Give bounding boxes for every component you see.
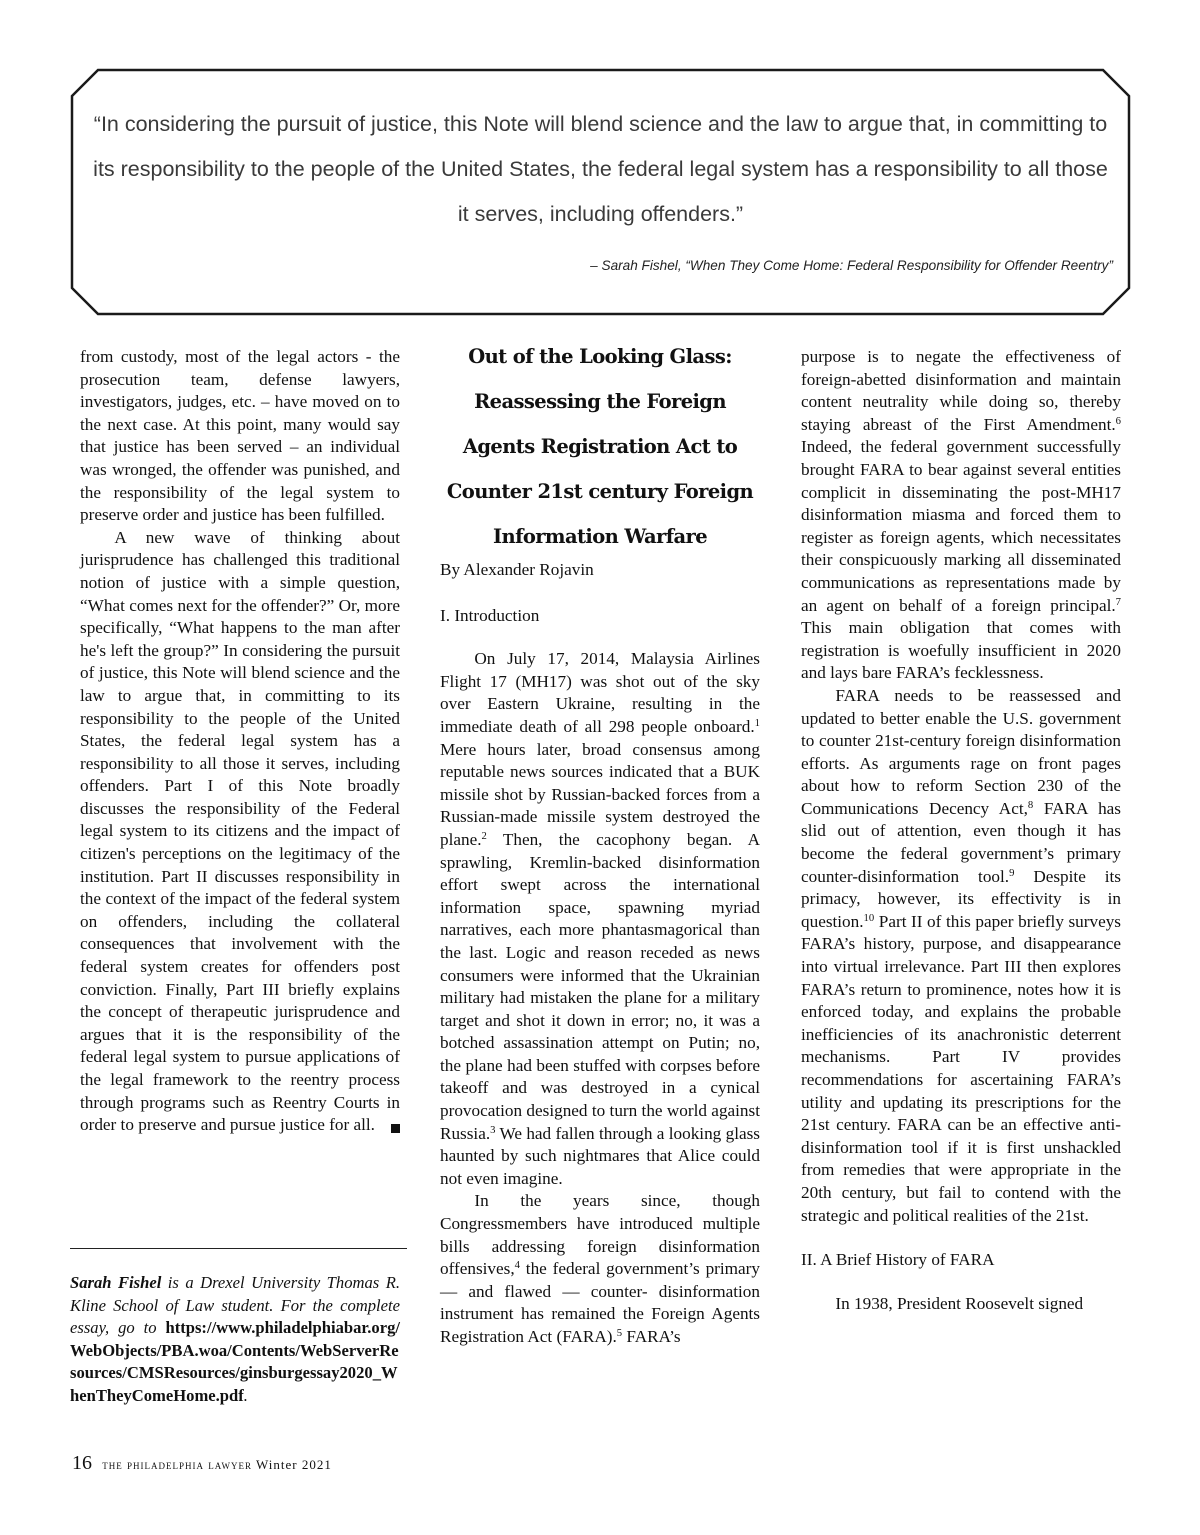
p2-text-d: Indeed, the federal government successfully brought FARA to bear against several entities complicit in disseminating the post-MH17 disinformation miasma and forced them to register as foreign agents, which necessitates their conspicuously marking all disseminated communications as representations made by an agent on behalf of a foreign principal. xyxy=(801,437,1121,615)
bio-text: is a Drexel University Thomas R. Kline School of Law student. For the complete essay, go to xyxy=(70,1273,400,1338)
article-paragraph-1 xyxy=(440,648,760,1190)
pull-quote-box xyxy=(70,68,1131,316)
essay-link[interactable]: https://www.philadelphiabar.org/WebObjects/PBA.woa/Contents/WebServerResources/CMSResources/ginsburgessay2020_WhenTheyComeHome.pdf xyxy=(70,1318,400,1405)
page-number: 16 xyxy=(72,1452,92,1474)
p3-text-a: FARA needs to be reassessed and updated to better enable the U.S. government to counter 21st-century foreign disinformation efforts. As arguments rage on front pages about how to reform Section 230 of the Communications Decency Act, xyxy=(801,685,1121,818)
page-footer xyxy=(72,1452,332,1475)
left-column xyxy=(80,346,400,1137)
footnote-ref-6: 6 xyxy=(1115,415,1121,427)
article-paragraph-2-continued xyxy=(801,346,1121,685)
author-bio xyxy=(70,1272,400,1408)
footnote-ref-1: 1 xyxy=(754,717,760,729)
footnote-ref-7: 7 xyxy=(1115,596,1121,608)
end-of-article-mark xyxy=(391,1124,400,1133)
right-column xyxy=(801,346,1121,1315)
section-heading-history: II. A Brief History of FARA xyxy=(801,1250,995,1270)
article-byline: By Alexander Rojavin xyxy=(440,560,594,579)
p1-text-b: Mere hours later, broad consensus among reputable news sources indicated that a BUK missile shot by Russian-backed forces from a Russian-made missile system destroyed the plane. xyxy=(440,739,760,849)
pull-quote-text: “In considering the pursuit of justice, this Note will blend science and the law to argue that, in committing to its responsibility to the people of the United States, the federal legal system has a responsibility to all those it serves, including offenders.” xyxy=(93,112,1108,226)
p3-text-c: Despite its primacy, however, its effectivity is in question. xyxy=(801,866,1121,931)
publication-name: the philadelphia lawyer xyxy=(102,1457,253,1472)
p2-text-e: This main obligation that comes with registration is woefully insufficient in 2020 and lays bare FARA’s fecklessness. xyxy=(801,618,1121,683)
bio-period: . xyxy=(243,1385,248,1405)
article-paragraph-4: In 1938, President Roosevelt signed xyxy=(835,1293,1084,1313)
left-paragraph-2 xyxy=(80,527,400,1137)
pull-quote-attribution: – Sarah Fishel, “When They Come Home: Federal Responsibility for Offender Reentry” xyxy=(590,258,1113,273)
p2-text-a: In the years since, though Congressmembers have introduced multiple bills addressing foreign disinformation offensives, xyxy=(440,1191,760,1279)
article-paragraph-3 xyxy=(801,685,1121,1227)
footnote-ref-8: 8 xyxy=(1027,799,1034,811)
p2-text-b: the federal government’s primary — and flawed — counter- disinformation instrument has remained the Foreign Agents Registration Act (FARA). xyxy=(440,1259,760,1346)
p2-text-c-head: FARA’s xyxy=(622,1327,681,1346)
center-column xyxy=(440,346,760,1349)
footnote-ref-9: 9 xyxy=(1009,867,1015,879)
p3-text-d: Part II of this paper briefly surveys FARA’s history, purpose, and disappearance into virtual irrelevance. Part III then explores FARA’s return to prominence, notes how it is enforced today, and explains the probable inefficiencies of its anachronistic deterrent mechanisms. Part IV provides recommendations for ascertaining FARA’s utility and updating its prescriptions for the 21st century. FARA can be an effective anti- disinformation tool if it is first unshackled from remedies that were appropriate in the 20th century, but fail to contend with the strategic and political realities of the 21st. xyxy=(801,911,1121,1225)
section-heading-introduction: I. Introduction xyxy=(440,605,540,625)
article-title: Out of the Looking Glass: Reassessing the Foreign Agents Registration Act to Counter 21st century Foreign Information Warfare xyxy=(446,345,754,548)
bio-divider xyxy=(70,1248,407,1249)
article-paragraph-2 xyxy=(440,1190,760,1348)
footnote-ref-3: 3 xyxy=(490,1124,496,1136)
p1-text-d: We had fallen through a looking glass haunted by such nightmares that Alice could not even imagine. xyxy=(440,1123,760,1188)
p2-text-c: purpose is to negate the effectiveness of foreign-abetted disinformation and maintain content neutrality while doing so, thereby staying abreast of the First Amendment. xyxy=(801,347,1121,434)
footnote-ref-2: 2 xyxy=(481,830,487,842)
p3-text-b: FARA has slid out of attention, even though it has become the federal government’s primary counter-disinformation tool. xyxy=(801,798,1121,886)
bio-author-name: Sarah Fishel xyxy=(70,1273,162,1292)
footnote-ref-10: 10 xyxy=(863,912,875,924)
p1-text-a: On July 17, 2014, Malaysia Airlines Flight 17 (MH17) was shot out of the sky over Eastern Ukraine, resulting in the immediate death of all 298 people onboard. xyxy=(440,649,760,736)
footnote-ref-4: 4 xyxy=(514,1260,520,1272)
left-paragraph-1: from custody, most of the legal actors - the prosecution team, defense lawyers, investigators, judges, etc. – have moved on to the next case. At this point, many would say that justice has been served – an individual was wronged, the offender was punished, and the responsibility of the legal system to preserve order and justice has been fulfilled. xyxy=(80,347,400,525)
p1-text-c: Then, the cacophony began. A sprawling, Kremlin-backed disinformation effort swept across the international information space, spawning myriad narratives, each more phantasmagorical than the last. Logic and reason receded as news consumers were informed that the Ukrainian military had mistaken the plane for a military target and shot it down in error; no, it was a botched assassination attempt on Putin; no, the plane had been stuffed with corpses before takeoff and was destroyed in a cynical provocation designed to turn the world against Russia. xyxy=(440,829,760,1143)
issue-date: Winter 2021 xyxy=(256,1457,332,1472)
left-paragraph-2-text: A new wave of thinking about jurisprudence has challenged this traditional notion of justice with a simple question, “What comes next for the offender?” Or, more specifically, “What happens to the man after he's left the group?” In considering the pursuit of justice, this Note will blend science and the law to argue that, in committing to its responsibility to the people of the United States, the federal legal system has a responsibility to all those it serves, including offenders. Part I of this Note broadly discusses the responsibility of the Federal legal system to its citizens and the impact of citizen's perceptions on the legitimacy of the institution. Part II discusses responsibility in the context of the impact of the federal system on offenders, including the collateral consequences that involvement with the federal system creates for offenders post conviction. Finally, Part III briefly explains the concept of therapeutic jurisprudence and argues that it is the responsibility of the federal legal system to pursue applications of the legal framework to the reentry process through programs such as Reentry Courts in order to preserve and pursue justice for all. xyxy=(80,527,400,1135)
footnote-ref-5: 5 xyxy=(616,1327,623,1339)
